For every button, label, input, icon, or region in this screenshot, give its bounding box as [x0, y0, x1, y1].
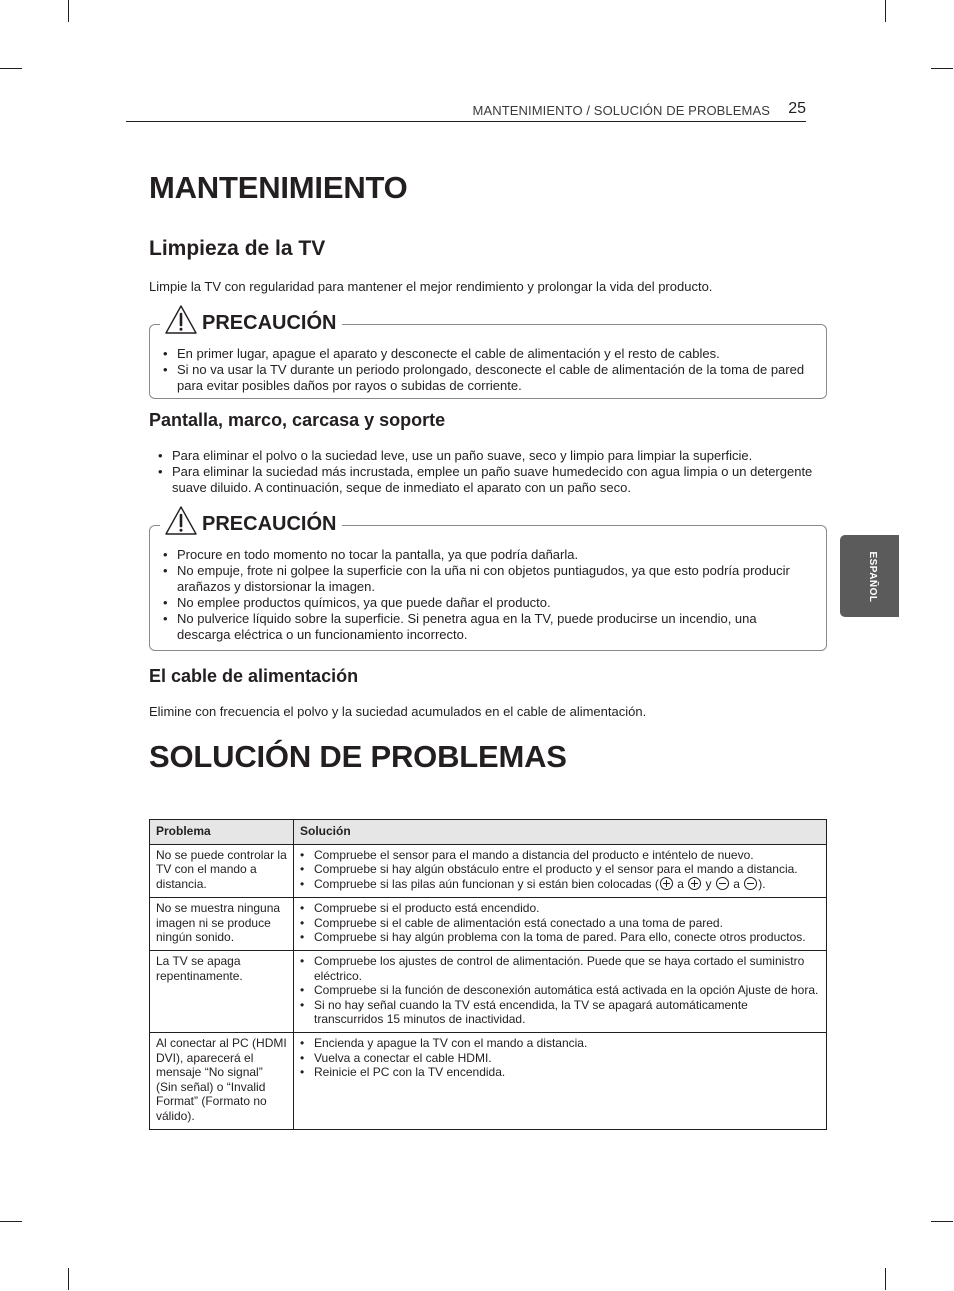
list-item: • En primer lugar, apague el aparato y desconecte el cable de alimentación y el resto de cables. — [163, 346, 812, 362]
list-item: • Compruebe el sensor para el mando a distancia del producto e inténtelo de nuevo. — [300, 848, 820, 862]
caution-box — [149, 312, 827, 399]
section-title: MANTENIMIENTO / SOLUCIÓN DE PROBLEMAS — [472, 103, 770, 118]
crop-mark — [68, 0, 69, 22]
cleaning-intro: Limpie la TV con regularidad para mantener el mejor rendimiento y prolongar la vida del producto. — [149, 279, 713, 294]
caution-header — [160, 502, 342, 538]
power-cord-heading: El cable de alimentación — [149, 666, 359, 686]
table-row — [150, 845, 827, 898]
crop-mark — [0, 1221, 22, 1222]
battery-text-a: a — [673, 876, 688, 891]
table-row — [150, 1033, 827, 1129]
crop-mark — [885, 1268, 886, 1290]
caution-label: PRECAUCIÓN — [202, 513, 337, 535]
crop-mark — [0, 68, 22, 69]
caution-list — [163, 346, 812, 394]
list-item: • Compruebe si la función de desconexión automática está activada en la opción Ajuste de hora. — [300, 983, 820, 997]
maintenance-title: MANTENIMIENTO — [149, 170, 408, 205]
list-item: • Procure en todo momento no tocar la pantalla, ya que podría dañarla. — [163, 547, 812, 563]
column-header-problem: Problema — [150, 820, 294, 845]
battery-text-a: a — [729, 876, 744, 891]
caution-header — [160, 301, 342, 337]
crop-mark — [885, 0, 886, 22]
running-header — [126, 100, 806, 122]
language-tab-label: ESPAÑOL — [867, 551, 878, 603]
warning-icon — [164, 304, 198, 335]
list-item: • No empuje, frote ni golpee la superficie con la uña ni con objetos puntiagudos, ya que esto podría producir arañazos y distorsionar la imagen. — [163, 563, 812, 595]
battery-text-suffix: ). — [758, 876, 766, 891]
troubleshooting-title: SOLUCIÓN DE PROBLEMAS — [149, 739, 567, 774]
problem-cell: No se muestra ninguna imagen ni se produce ningún sonido. — [150, 898, 294, 951]
minus-terminal-icon — [716, 877, 729, 890]
table-row — [150, 951, 827, 1033]
caution-list — [163, 547, 812, 643]
caution-label: PRECAUCIÓN — [202, 312, 337, 334]
problem-cell: No se puede controlar la TV con el mando a distancia. — [150, 845, 294, 898]
solution-cell — [294, 898, 827, 951]
screen-heading: Pantalla, marco, carcasa y soporte — [149, 410, 446, 430]
minus-terminal-icon — [744, 877, 757, 890]
language-tab — [840, 535, 899, 617]
problem-cell: La TV se apaga repentinamente. — [150, 951, 294, 1033]
plus-terminal-icon — [688, 877, 701, 890]
list-item — [300, 877, 820, 891]
crop-mark — [931, 68, 953, 69]
column-header-solution: Solución — [294, 820, 827, 845]
list-item: • Compruebe si el cable de alimentación está conectado a una toma de pared. — [300, 916, 820, 930]
crop-mark — [68, 1268, 69, 1290]
solution-cell — [294, 951, 827, 1033]
crop-mark — [931, 1221, 953, 1222]
list-item: • Para eliminar la suciedad más incrustada, emplee un paño suave humedecido con agua limpia o un detergente suave diluido. A continuación, seque de inmediato el aparato con un paño seco. — [158, 464, 818, 496]
list-item: • Compruebe si el producto está encendido. — [300, 901, 820, 915]
list-item: • Reinicie el PC con la TV encendida. — [300, 1065, 820, 1079]
list-item: • No emplee productos químicos, ya que puede dañar el producto. — [163, 595, 812, 611]
warning-icon — [164, 505, 198, 536]
battery-text-y: y — [702, 876, 715, 891]
battery-text-prefix: Compruebe si las pilas aún funcionan y si están bien colocadas ( — [314, 876, 659, 891]
plus-terminal-icon — [660, 877, 673, 890]
list-item: • No pulverice líquido sobre la superficie. Si penetra agua en la TV, puede producirse un incendio, una descarga eléctrica o un funcionamiento incorrecto. — [163, 611, 812, 643]
table-header-row — [150, 820, 827, 845]
list-item: • Si no va usar la TV durante un periodo prolongado, desconecte el cable de alimentación de la toma de pared para evitar posibles daños por rayos o subidas de corriente. — [163, 362, 812, 394]
list-item: • Para eliminar el polvo o la suciedad leve, use un paño suave, seco y limpio para limpiar la superficie. — [158, 448, 818, 464]
cleaning-heading: Limpieza de la TV — [149, 237, 326, 260]
list-item: • Compruebe si hay algún obstáculo entre el producto y el sensor para el mando a distancia. — [300, 862, 820, 876]
list-item: • Encienda y apague la TV con el mando a distancia. — [300, 1036, 820, 1050]
table-row — [150, 898, 827, 951]
solution-cell — [294, 1033, 827, 1129]
list-item: • Compruebe los ajustes de control de alimentación. Puede que se haya cortado el suministro eléctrico. — [300, 954, 820, 983]
list-item: • Compruebe si hay algún problema con la toma de pared. Para ello, conecte otros productos. — [300, 930, 820, 944]
solution-cell — [294, 845, 827, 898]
page-number: 25 — [788, 100, 806, 117]
caution-box — [149, 513, 827, 651]
screen-list — [158, 448, 818, 496]
list-item: • Si no hay señal cuando la TV está encendida, la TV se apagará automáticamente transcurridos 15 minutos de inactividad. — [300, 998, 820, 1027]
power-cord-text: Elimine con frecuencia el polvo y la suciedad acumulados en el cable de alimentación. — [149, 704, 647, 719]
list-item: • Vuelva a conectar el cable HDMI. — [300, 1051, 820, 1065]
problem-cell: Al conectar al PC (HDMI DVI), aparecerá el mensaje “No signal” (Sin señal) o “Invalid Format” (Formato no válido). — [150, 1033, 294, 1129]
troubleshooting-table — [149, 819, 827, 1130]
